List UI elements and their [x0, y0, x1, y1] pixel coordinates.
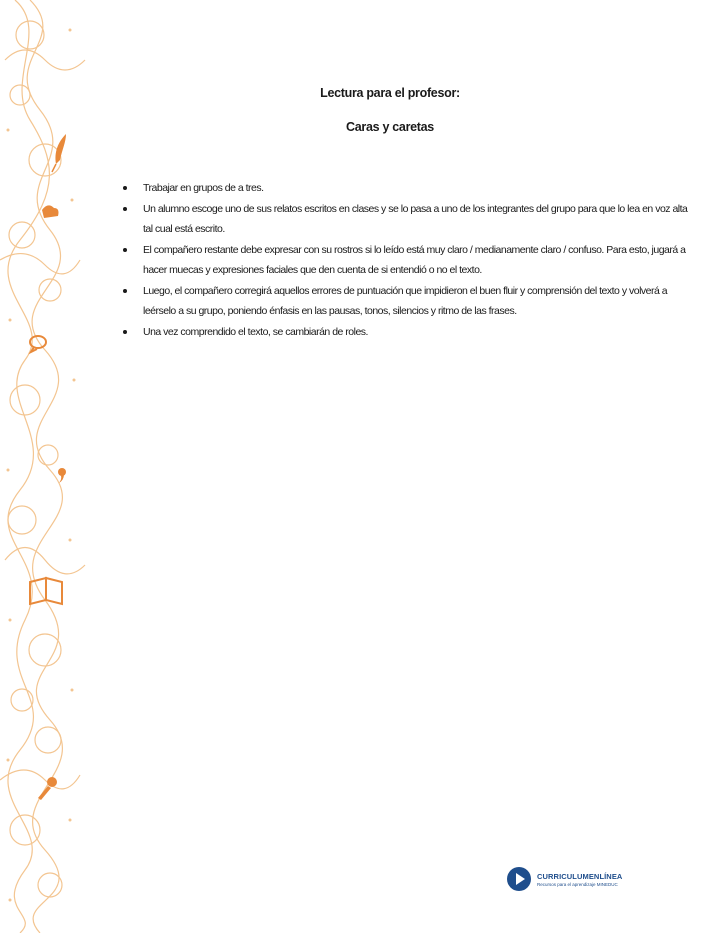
page-subtitle: Caras y caretas — [346, 120, 434, 134]
play-logo-icon — [506, 866, 532, 892]
logo-tagline-text: Recursos para el aprendizaje MINEDUC — [537, 881, 618, 887]
quill-icon — [52, 134, 66, 172]
list-item: El compañero restante debe expresar con su rostros si lo leído está muy claro / medianamente claro / confuso. Para esto, jugará a hacer muecas y expresiones faciales que den cuenta de si entendió o no el texto. — [143, 240, 698, 281]
logo-brand-text: CURRICULUMENLÍNEA — [537, 871, 623, 881]
list-item: Luego, el compañero corregirá aquellos errores de puntuación que impidieron el buen fluir y comprensión del texto y volverá a leérselo a su grupo, poniendo énfasis en las pausas, tonos, silencios y ritmo de las frases. — [143, 281, 698, 322]
page-header — [200, 80, 580, 135]
comma-icon — [58, 468, 66, 483]
list-item: Una vez comprendido el texto, se cambiarán de roles. — [143, 322, 698, 343]
instructions-list — [120, 178, 698, 342]
hand-icon — [42, 205, 59, 218]
curriculum-logo — [506, 866, 622, 892]
list-item: Trabajar en grupos de a tres. — [143, 178, 698, 199]
decorative-swirl-border — [0, 0, 90, 933]
microphone-icon — [38, 777, 57, 800]
page-title: Lectura para el profesor: — [320, 86, 460, 100]
list-item: Un alumno escoge uno de sus relatos escritos en clases y se lo pasa a uno de los integrantes del grupo para que lo lea en voz alta tal cual está escrito. — [143, 199, 698, 240]
logo-text — [537, 872, 622, 887]
